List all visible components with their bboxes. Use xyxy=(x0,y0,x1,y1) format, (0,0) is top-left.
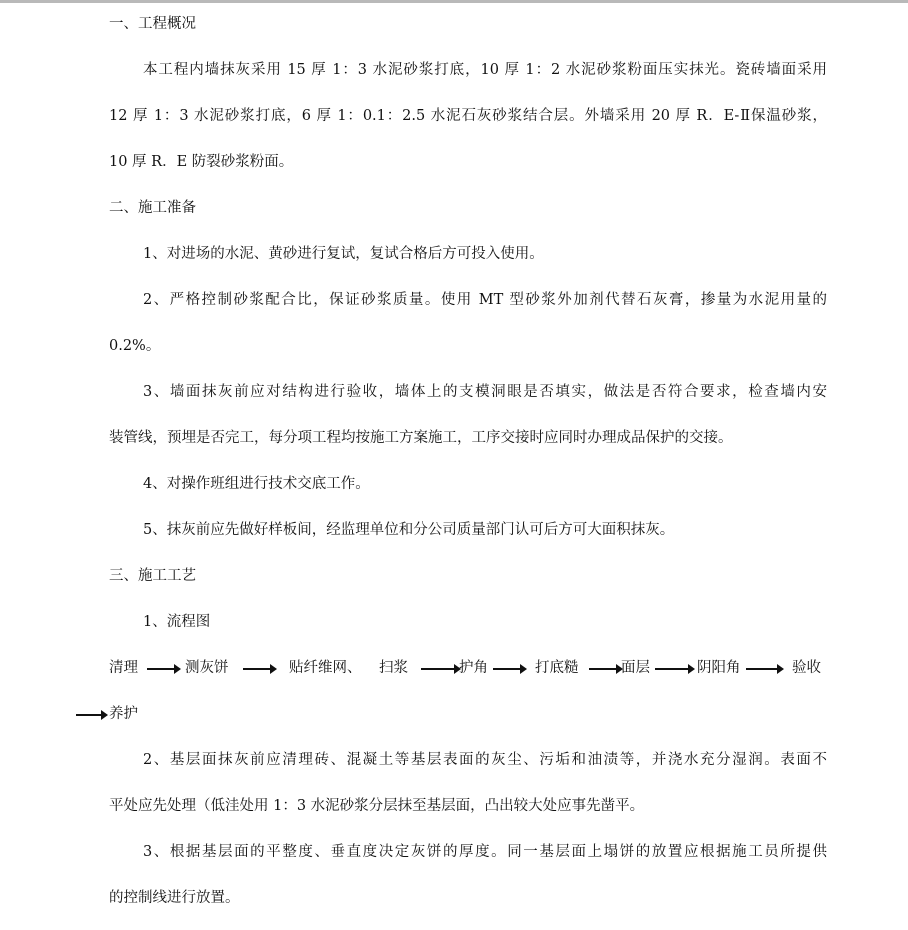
list-item: 5、抹灰前应先做好样板间，经监理单位和分公司质量部门认可后方可大面积抹灰。 xyxy=(143,522,675,538)
paragraph-line: 本工程内墙抹灰采用 15 厚 1：3 水泥砂浆打底，10 厚 1：2 水泥砂浆粉面压实抹光。瓷砖墙面采用 xyxy=(143,62,827,78)
list-item-continuation: 装管线，预埋是否完工，每分项工程均按施工方案施工，工序交接时应同时办理成品保护的交接。 xyxy=(109,430,733,446)
section-heading-preparation: 二、施工准备 xyxy=(109,200,196,216)
flow-node-curing: 养护 xyxy=(109,706,138,722)
flow-node-clean: 清理 xyxy=(109,660,138,676)
list-item-continuation: 的控制线进行放置。 xyxy=(109,890,240,906)
flow-arrow-icon xyxy=(76,714,106,716)
paragraph-line: 10 厚 R．E 防裂砂浆粉面。 xyxy=(109,154,294,170)
flow-node-finish-layer: 面层 xyxy=(621,660,650,676)
list-item: 4、对操作班组进行技术交底工作。 xyxy=(143,476,370,492)
flow-arrow-icon xyxy=(421,668,459,670)
flow-arrow-icon xyxy=(655,668,693,670)
list-item: 2、基层面抹灰前应清理砖、混凝土等基层表面的灰尘、污垢和油渍等，并浇水充分湿润。表面不 xyxy=(143,752,827,768)
flow-arrow-icon xyxy=(493,668,525,670)
flow-arrow-icon xyxy=(243,668,275,670)
flow-node-ash-cake: 测灰饼 xyxy=(185,660,229,676)
flow-arrow-icon xyxy=(147,668,179,670)
list-item: 3、根据基层面的平整度、垂直度决定灰饼的厚度。同一基层面上塌饼的放置应根据施工员所提供 xyxy=(143,844,827,860)
flow-node-fiber-mesh: 贴纤维网、 xyxy=(289,660,362,676)
paragraph-line: 12 厚 1：3 水泥砂浆打底，6 厚 1：0.1：2.5 水泥石灰砂浆结合层。外墙采用 20 厚 R．E-Ⅱ保温砂浆， xyxy=(109,108,827,124)
list-item: 1、流程图 xyxy=(143,614,211,630)
flow-node-base-coat: 打底糙 xyxy=(535,660,579,676)
list-item-continuation: 平处应先处理（低洼处用 1：3 水泥砂浆分层抹至基层面，凸出较大处应事先凿平。 xyxy=(109,798,645,814)
list-item-continuation: 0.2%。 xyxy=(109,338,161,354)
flow-arrow-icon xyxy=(746,668,782,670)
flow-arrow-icon xyxy=(589,668,621,670)
flow-node-corner-guard: 护角 xyxy=(459,660,488,676)
list-item: 2、严格控制砂浆配合比，保证砂浆质量。使用 MT 型砂浆外加剂代替石灰膏，掺量为水泥用量的 xyxy=(143,292,827,308)
document-page xyxy=(109,10,827,930)
list-item: 3、墙面抹灰前应对结构进行验收，墙体上的支模洞眼是否填实，做法是否符合要求，检查墙内安 xyxy=(143,384,827,400)
section-heading-overview: 一、工程概况 xyxy=(109,16,196,32)
flow-node-corners: 阴阳角 xyxy=(697,660,741,676)
flowchart-row-continued xyxy=(109,700,827,746)
page-top-rule xyxy=(0,0,908,3)
section-heading-process: 三、施工工艺 xyxy=(109,568,196,584)
flow-node-sweep-slurry: 扫浆 xyxy=(379,660,408,676)
flow-node-acceptance: 验收 xyxy=(792,660,821,676)
flowchart-row xyxy=(109,654,827,700)
list-item: 1、对进场的水泥、黄砂进行复试，复试合格后方可投入使用。 xyxy=(143,246,544,262)
